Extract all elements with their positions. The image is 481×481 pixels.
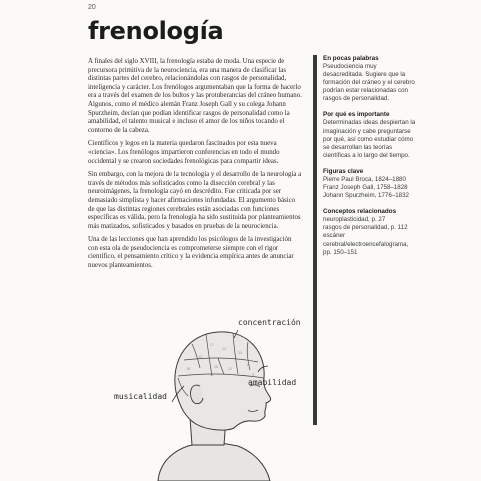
sidebar-brief — [323, 55, 417, 103]
paragraph: A finales del siglo XVIII, la frenología estaba de moda. Una especie de precursora primitiva de la neurociencia, era una manera de clasificar las distintas partes del cerebro, relacionándolas con rasgos de personalidad, inteligencia y carácter. Los frenólogos argumentaban que la forma de hacerlo era a través del examen de los bultos y las protuberancias del cráneo humano. Algunos, como el médico alemán Franz Joseph Gall y su colega Johann Spurzheim, decían que podían identificar rasgos de personalidad como la amabilidad, el talento musical e incluso el amor de los niños tocando el contorno de la cabeza. — [88, 58, 302, 134]
svg-text:20: 20 — [214, 365, 219, 369]
paragraph: Sin embargo, con la mejora de la tecnología y el desarrollo de la neurología a través de métodos más sofisticados como la disección cerebral y las neuroimágenes, la frenología cayó en descrédito. Fue criticada por ser demasiado simplista y hacer afirmaciones infundadas. El argumento básico de que las distintas regiones cerebrales están asociadas con funciones específicas es válida, pero la frenología ha sido sustituida por planteamientos más matizados, sofisticados y basados en pruebas de la neurociencia. — [88, 171, 302, 230]
sidebar-text: Pseudociencia muy desacreditada. Sugiere que la formación del cráneo y el cerebro podrían estar relacionadas con rasgos de personalidad. — [323, 63, 415, 103]
svg-text:16: 16 — [186, 367, 191, 371]
svg-text:22: 22 — [228, 367, 233, 371]
list-item: Pierre Paul Broca, 1824–1880 — [323, 175, 406, 183]
phrenology-head-icon — [88, 300, 328, 481]
main-text — [88, 58, 302, 276]
svg-text:9: 9 — [252, 373, 255, 377]
svg-text:27: 27 — [210, 343, 215, 347]
sidebar-list — [323, 216, 417, 256]
svg-text:24: 24 — [222, 347, 227, 351]
page-number: 20 — [88, 4, 96, 11]
sidebar-heading: En pocas palabras — [323, 55, 379, 62]
sidebar-related — [323, 208, 417, 256]
sidebar-heading: Conceptos relacionados — [323, 208, 397, 216]
sidebar-text: Determinadas ideas despiertan la imaginación y cabe preguntarse por qué, así como estudiar cómo se desarrollan las teorías científicas a lo largo del tiempo. — [323, 119, 416, 159]
paragraph: Una de las lecciones que han aprendido los psicólogos de la investigación con esta ola de pseudociencia es comprometerse siempre con el rigor científico, el pensamiento crítico y la evidencia empírica antes de anunciar nuevos planteamientos. — [88, 236, 294, 270]
label-kindness: amabilidad — [248, 378, 297, 387]
phrenology-head-illustration — [88, 300, 328, 481]
page-title: frenología — [88, 17, 224, 45]
list-item: Franz Joseph Gall, 1758–1828 — [323, 184, 408, 192]
list-item: escáner cerebral/electroencefalograma, pp. 150–151 — [323, 232, 409, 256]
label-musicality: musicalidad — [114, 392, 167, 401]
sidebar-heading: Figuras clave — [323, 167, 364, 175]
sidebar-why — [323, 111, 417, 159]
sidebar — [313, 55, 417, 425]
sidebar-figures — [323, 168, 417, 200]
list-item: rasgos de personalidad, p. 112 — [323, 224, 408, 232]
sidebar-list — [323, 176, 417, 200]
svg-text:35: 35 — [238, 351, 243, 355]
svg-text:13: 13 — [198, 355, 203, 359]
list-item: neuroplasticidad, p. 27 — [323, 216, 386, 224]
label-concentration: concentración — [238, 318, 301, 327]
paragraph: Científicos y legos en la materia quedaron fascinados por esta nueva «ciencia». Los frenólogos impartieron conferencias en todo el mundo occidental y se crearon sociedades frenológicas para compartir ideas. — [88, 140, 280, 165]
list-item: Johann Spurzheim, 1776–1832 — [323, 192, 410, 200]
svg-text:12: 12 — [246, 363, 251, 367]
sidebar-heading: Por qué es importante — [323, 111, 390, 119]
